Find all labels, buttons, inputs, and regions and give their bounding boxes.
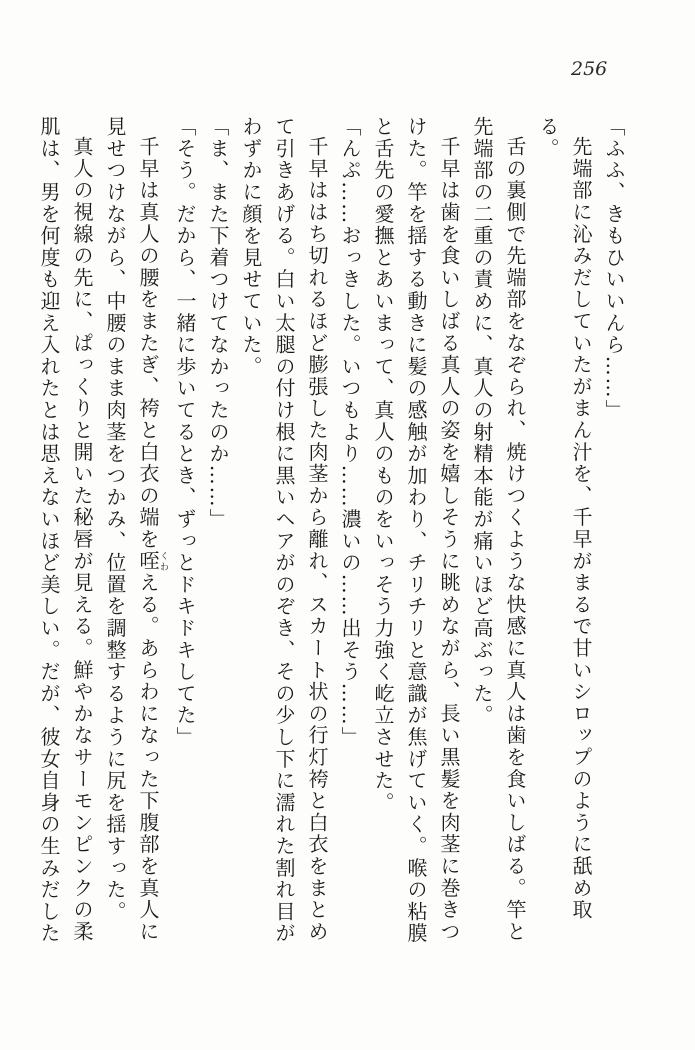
- dialogue-paragraph: 「ふふ、きもひいいんら……」: [602, 116, 626, 422]
- narrative-paragraph: 千早ははち切れるほど膨張した肉茎から離れ、スカート状の行灯袴と白衣をまとめて引きあげる。白い太腿の付け根に黒いヘアがのぞき、その少し下に濡れた割れ目がわずかに顔を見せていた。: [239, 116, 329, 945]
- dialogue-paragraph: 「ま、また下着つけてなかったのか……」: [206, 116, 230, 531]
- narrative-paragraph: 舌の裏側で先端部をなぞられ、焼けつくような快感に真人は歯を食いしばる。竿と先端部の二重の責めに、真人の射精本能が痛いほど高ぶった。: [470, 116, 527, 943]
- text-columns: [32, 116, 630, 946]
- page-number: 256: [571, 58, 608, 80]
- narrative-paragraph: 真人の視線の先に、ぱっくりと開いた秘唇が見える。鮮やかなサーモンピンクの柔肌は、男を何度も迎え入れたとは思えないほど美しい。だが、彼女自身の生みだした: [37, 116, 94, 945]
- dialogue-paragraph: 「そう。だから、一緒に歩いてるとき、ずっとドキドキしてた」: [173, 116, 197, 749]
- ruby-annotation: 咥くわ: [136, 550, 168, 573]
- narrative-paragraph: 千早は歯を食いしばる真人の姿を嬉しそうに眺めながら、長い黒髪を肉茎に巻きつけた。竿を揺する動きに髪の感触が加わり、チリチリと意識が焦げていく。喉の粘膜と舌先の愛撫とあいまって、真人のものをいっそう力強く屹立させた。: [371, 116, 461, 945]
- narrative-paragraph: 千早は真人の腰をまたぎ、袴と白衣の端を咥くわえる。あらわになった下腹部を真人に見せつけながら、中腰のまま肉茎をつかみ、位置を調整するように尻を揺すった。: [103, 116, 168, 943]
- narrative-paragraph: 先端部に沁みだしていたがまん汁を、千早がまるで甘いシロップのように舐め取る。: [536, 116, 593, 921]
- dialogue-paragraph: 「んぷ……おっきした。いつもより……濃いの……出そう……」: [338, 116, 362, 749]
